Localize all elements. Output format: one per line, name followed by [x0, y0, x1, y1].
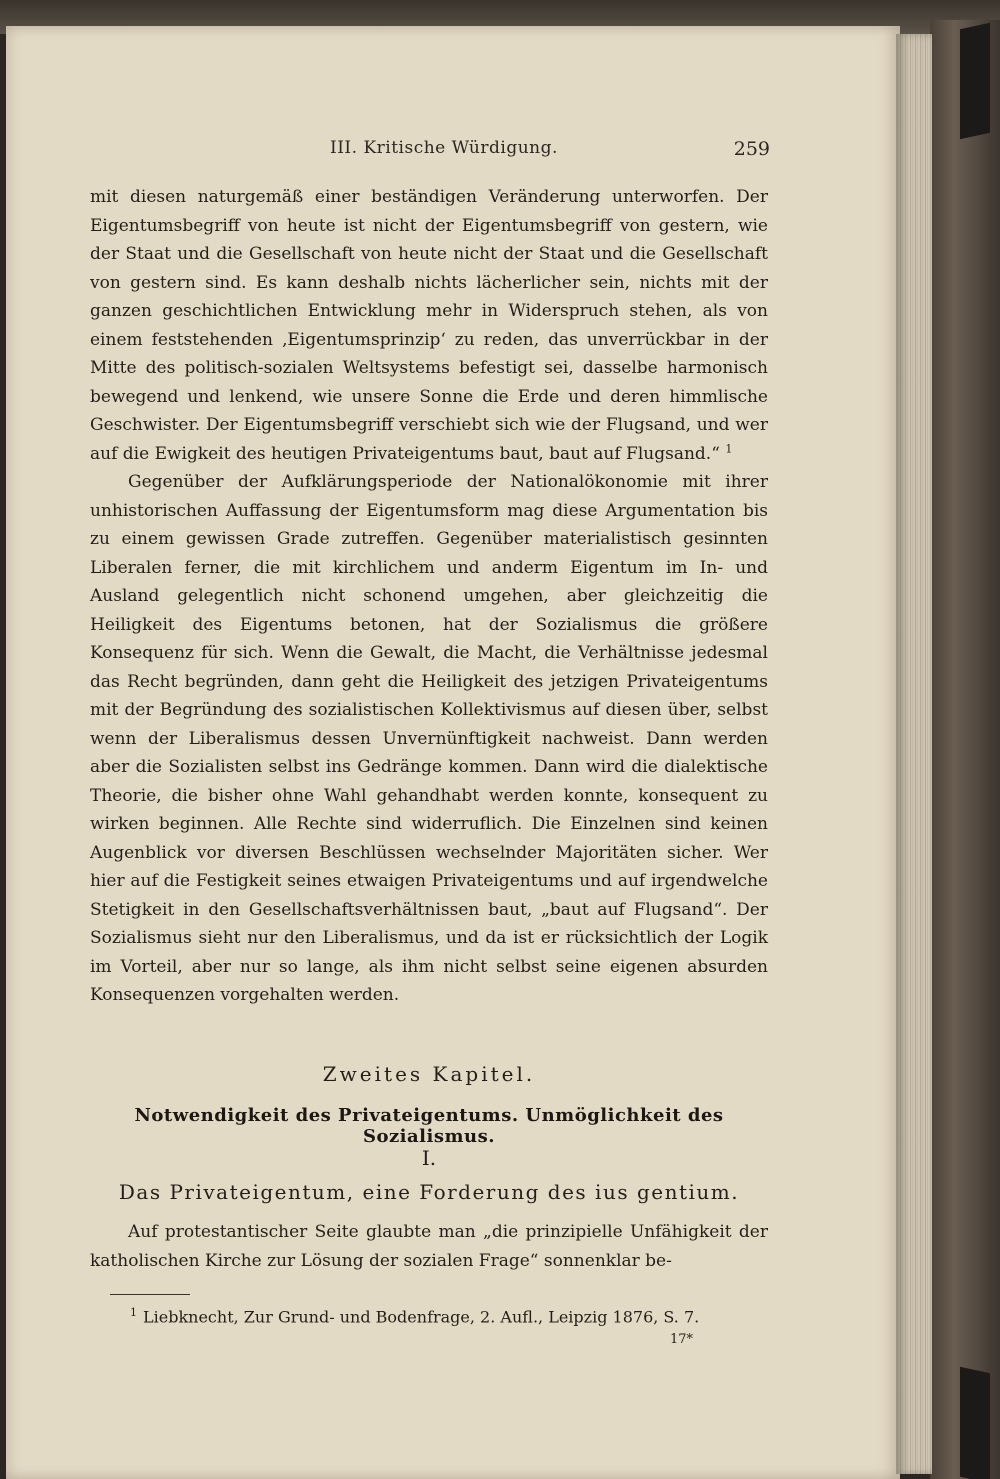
page-block-edge [896, 34, 932, 1474]
running-header [90, 138, 770, 164]
footnote-rule [110, 1294, 190, 1295]
footnote-number: 1 [130, 1306, 137, 1319]
section-number: I. [421, 1146, 437, 1170]
running-title: III. Kritische Würdigung. [330, 138, 558, 158]
paragraph-2: Gegenüber der Aufklärungsperiode der Nationalökonomie mit ihrer unhistorischen Auffassung der Eigentumsform mag diese Argumentation bis zu einem gewissen Grade zutreffen. Gegenüber materialistisch gesinnten Liberalen ferner, die mit kirchlichem und anderm Eigentum im In- und Ausland gelegentlich nicht schonend umgehen, aber gleichzeitig die Heiligkeit des Eigentums betonen, hat der Sozialismus die größere Konsequenz für sich. Wenn die Gewalt, die Macht, die Verhältnisse jedesmal das Recht begründen, dann geht die Heiligkeit des jetzigen Privateigentums mit der Begründung des sozialistischen Kollektivismus auf diesen über, selbst wenn der Liberalismus dessen Unvernünftigkeit nachweist. Dann werden aber die Sozialisten selbst ins Gedränge kommen. Dann wird die dialektische Theorie, die bisher ohne Wahl gehandhabt werden konnte, konsequent zu wirken beginnen. Alle Rechte sind widerruflich. Die Einzelnen sind keinen Augenblick vor diversen Beschlüssen wechselnder Majoritäten sicher. Wer hier auf die Festigkeit seines etwaigen Privateigentums und auf irgendwelche Stetigkeit in den Gesellschaftsverhältnissen baut, „baut auf Flugsand“. Der Sozialismus sieht nur den Liberalismus, und da ist er rücksichtlich der Logik im Vorteil, aber nur so lange, als ihm nicht selbst seine eigenen absurden Konsequenzen vorgehalten werden. [90, 472, 768, 1005]
book-cover-edge [930, 20, 1000, 1479]
cover-corner-bottom [960, 1367, 990, 1479]
section-title: Notwendigkeit des Privateigentums. Unmöglichkeit des Sozialismus. [134, 1105, 724, 1147]
paragraph-3: Auf protestantischer Seite glaubte man „die prinzipielle Unfähigkeit der katholischen Kirche zur Lösung der sozialen Frage“ sonnenklar be- [90, 1222, 768, 1271]
chapter-heading: Zweites Kapitel. [322, 1062, 536, 1086]
paragraph-1: mit diesen naturgemäß einer beständigen Veränderung unterworfen. Der Eigentumsbegriff von heute ist nicht der Eigentumsbegriff von gestern, wie der Staat und die Gesellschaft von heute nicht der Staat und die Gesellschaft von gestern sind. Es kann deshalb nichts lächerlicher sein, nichts mit der ganzen geschichtlichen Entwicklung mehr in Widerspruch stehen, als von einem feststehenden ‚Eigentumsprinzip‘ zu reden, das unverrückbar in der Mitte des politisch-sozialen Weltsystems befestigt sei, dasselbe harmonisch bewegend und lenkend, wie unsere Sonne die Erde und deren himmlische Geschwister. Der Eigentumsbegriff verschiebt sich wie der Flugsand, und wer auf die Ewigkeit des heutigen Privateigentums baut, baut auf Flugsand.“ $^1$ [90, 187, 768, 464]
footnote-reference: 1 [725, 441, 733, 455]
body-text-2 [90, 1218, 768, 1275]
subsection-title: Das Privateigentum, eine Forderung des ius gentium. [118, 1180, 740, 1204]
footnote-text: Liebknecht, Zur Grund- und Bodenfrage, 2. Aufl., Leipzig 1876, S. 7. [143, 1307, 700, 1327]
footnote [130, 1306, 770, 1326]
signature-mark: 17* [670, 1332, 694, 1347]
page-number: 259 [733, 138, 770, 160]
body-text [90, 183, 768, 1010]
cover-corner-top [960, 23, 990, 139]
